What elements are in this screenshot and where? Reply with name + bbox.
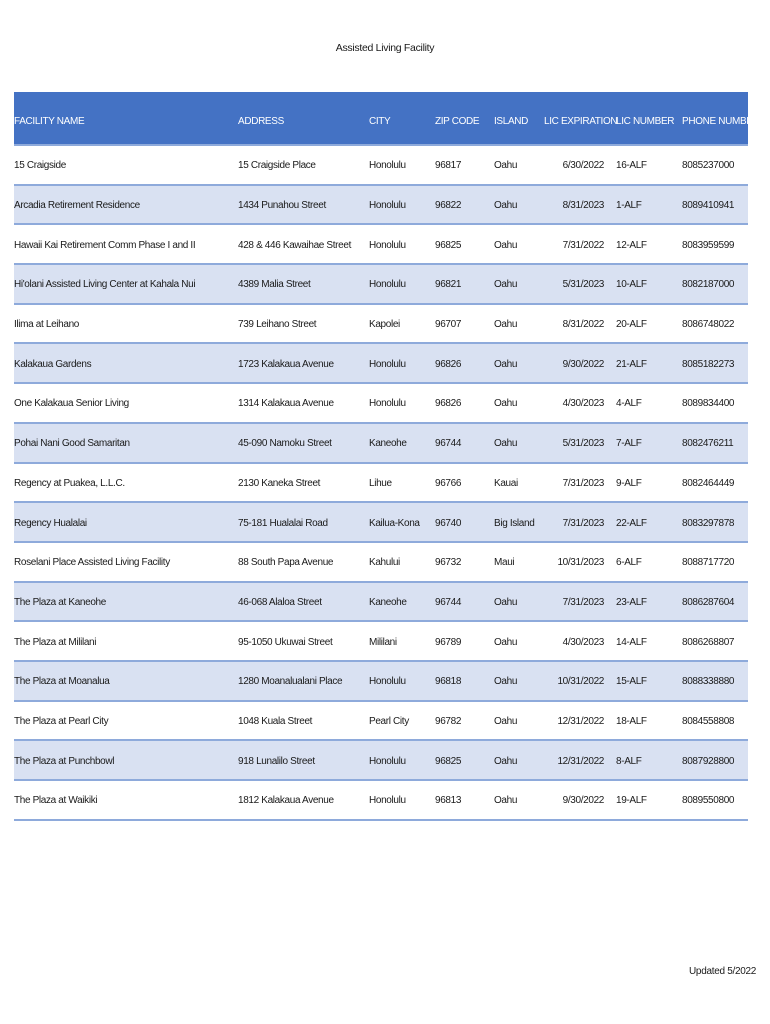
cell-island: Oahu — [494, 200, 518, 212]
table-body — [14, 146, 748, 821]
cell-lic-expiration: 6/30/2022 — [562, 160, 604, 172]
cell-zip-code: 96732 — [435, 557, 462, 569]
cell-address: 75-181 Hualalai Road — [238, 517, 328, 529]
cell-lic-expiration: 9/30/2022 — [562, 795, 604, 807]
cell-lic-number: 21-ALF — [616, 358, 647, 370]
table-row — [14, 543, 748, 583]
cell-lic-number: 9-ALF — [616, 477, 642, 489]
cell-phone-number: 8085182273 — [682, 358, 735, 370]
cell-island: Big Island — [494, 517, 535, 529]
cell-facility-name: The Plaza at Punchbowl — [14, 755, 115, 767]
cell-lic-number: 12-ALF — [616, 239, 647, 251]
cell-lic-expiration: 12/31/2022 — [557, 715, 604, 727]
cell-lic-expiration: 12/31/2022 — [557, 755, 604, 767]
cell-lic-number: 4-ALF — [616, 398, 642, 410]
header-zip-code: ZIP CODE — [435, 115, 480, 127]
cell-lic-number: 1-ALF — [616, 200, 642, 212]
cell-city: Kaneohe — [369, 438, 407, 450]
cell-lic-expiration: 8/31/2022 — [562, 319, 604, 331]
cell-address: 918 Lunalilo Street — [238, 755, 315, 767]
cell-address: 1434 Punahou Street — [238, 200, 326, 212]
table-row — [14, 225, 748, 265]
cell-lic-expiration: 5/31/2023 — [562, 279, 604, 291]
cell-lic-number: 15-ALF — [616, 676, 647, 688]
cell-island: Oahu — [494, 795, 518, 807]
cell-zip-code: 96707 — [435, 319, 462, 331]
cell-lic-expiration: 4/30/2023 — [562, 398, 604, 410]
cell-island: Oahu — [494, 715, 518, 727]
cell-city: Kaneohe — [369, 596, 407, 608]
cell-island: Oahu — [494, 239, 518, 251]
cell-lic-expiration: 7/31/2023 — [562, 477, 604, 489]
cell-zip-code: 96744 — [435, 596, 462, 608]
cell-phone-number: 8086748022 — [682, 319, 735, 331]
cell-address: 45-090 Namoku Street — [238, 438, 332, 450]
cell-address: 1314 Kalakaua Avenue — [238, 398, 334, 410]
cell-island: Oahu — [494, 160, 518, 172]
cell-island: Oahu — [494, 319, 518, 331]
cell-address: 2130 Kaneka Street — [238, 477, 321, 489]
cell-city: Honolulu — [369, 239, 406, 251]
cell-island: Oahu — [494, 596, 518, 608]
cell-zip-code: 96818 — [435, 676, 462, 688]
table-row — [14, 424, 748, 464]
header-city: CITY — [369, 115, 391, 127]
cell-phone-number: 8082187000 — [682, 279, 735, 291]
cell-facility-name: The Plaza at Mililani — [14, 636, 97, 648]
header-address: ADDRESS — [238, 115, 284, 127]
cell-city: Honolulu — [369, 358, 406, 370]
table-row — [14, 583, 748, 623]
table-row — [14, 384, 748, 424]
cell-phone-number: 8084558808 — [682, 715, 735, 727]
cell-lic-expiration: 7/31/2022 — [562, 239, 604, 251]
cell-phone-number: 8089410941 — [682, 200, 735, 212]
table-row — [14, 622, 748, 662]
cell-zip-code: 96822 — [435, 200, 462, 212]
cell-lic-expiration: 5/31/2023 — [562, 438, 604, 450]
table-row — [14, 146, 748, 186]
cell-lic-number: 16-ALF — [616, 160, 647, 172]
cell-lic-number: 14-ALF — [616, 636, 647, 648]
cell-zip-code: 96826 — [435, 358, 462, 370]
cell-address: 88 South Papa Avenue — [238, 557, 334, 569]
cell-lic-number: 19-ALF — [616, 795, 647, 807]
cell-facility-name: Roselani Place Assisted Living Facility — [14, 557, 170, 569]
cell-address: 1048 Kuala Street — [238, 715, 313, 727]
cell-zip-code: 96740 — [435, 517, 462, 529]
table-header-row — [14, 92, 760, 146]
table-row — [14, 305, 748, 345]
cell-city: Pearl City — [369, 715, 409, 727]
cell-lic-expiration: 9/30/2022 — [562, 358, 604, 370]
cell-phone-number: 8087928800 — [682, 755, 735, 767]
table-row — [14, 781, 748, 821]
cell-facility-name: Pohai Nani Good Samaritan — [14, 438, 130, 450]
cell-lic-number: 10-ALF — [616, 279, 647, 291]
cell-zip-code: 96825 — [435, 755, 462, 767]
cell-address: 1723 Kalakaua Avenue — [238, 358, 334, 370]
cell-phone-number: 8088717720 — [682, 557, 735, 569]
cell-facility-name: Hi'olani Assisted Living Center at Kahala Nui — [14, 279, 196, 291]
cell-lic-expiration: 7/31/2023 — [562, 517, 604, 529]
cell-island: Oahu — [494, 438, 518, 450]
header-island: ISLAND — [494, 115, 529, 127]
cell-city: Honolulu — [369, 676, 406, 688]
cell-city: Honolulu — [369, 755, 406, 767]
cell-address: 95-1050 Ukuwai Street — [238, 636, 333, 648]
cell-facility-name: Regency at Puakea, L.L.C. — [14, 477, 125, 489]
cell-phone-number: 8083959599 — [682, 239, 735, 251]
cell-zip-code: 96782 — [435, 715, 462, 727]
cell-phone-number: 8083297878 — [682, 517, 735, 529]
cell-facility-name: One Kalakaua Senior Living — [14, 398, 129, 410]
cell-lic-number: 6-ALF — [616, 557, 642, 569]
cell-phone-number: 8086287604 — [682, 596, 735, 608]
table-row — [14, 265, 748, 305]
cell-phone-number: 8089550800 — [682, 795, 735, 807]
cell-facility-name: Kalakaua Gardens — [14, 358, 92, 370]
facility-table — [14, 92, 760, 821]
table-row — [14, 503, 748, 543]
cell-zip-code: 96817 — [435, 160, 462, 172]
cell-lic-number: 23-ALF — [616, 596, 647, 608]
table-row — [14, 344, 748, 384]
cell-zip-code: 96826 — [435, 398, 462, 410]
cell-island: Oahu — [494, 398, 518, 410]
cell-zip-code: 96789 — [435, 636, 462, 648]
cell-address: 428 & 446 Kawaihae Street — [238, 239, 352, 251]
cell-island: Oahu — [494, 755, 518, 767]
cell-lic-expiration: 10/31/2022 — [557, 676, 604, 688]
cell-facility-name: The Plaza at Kaneohe — [14, 596, 106, 608]
cell-lic-number: 18-ALF — [616, 715, 647, 727]
cell-island: Oahu — [494, 676, 518, 688]
cell-phone-number: 8089834400 — [682, 398, 735, 410]
cell-island: Kauai — [494, 477, 518, 489]
table-row — [14, 702, 748, 742]
cell-facility-name: The Plaza at Moanalua — [14, 676, 110, 688]
cell-lic-number: 8-ALF — [616, 755, 642, 767]
cell-lic-expiration: 8/31/2023 — [562, 200, 604, 212]
cell-zip-code: 96825 — [435, 239, 462, 251]
cell-zip-code: 96744 — [435, 438, 462, 450]
cell-lic-number: 22-ALF — [616, 517, 647, 529]
cell-address: 739 Leihano Street — [238, 319, 317, 331]
cell-island: Oahu — [494, 358, 518, 370]
header-lic-expiration: LIC EXPIRATION — [544, 115, 618, 127]
cell-facility-name: Hawaii Kai Retirement Comm Phase I and II — [14, 239, 196, 251]
cell-facility-name: The Plaza at Pearl City — [14, 715, 109, 727]
cell-city: Kapolei — [369, 319, 400, 331]
header-phone-number: PHONE NUMBER — [682, 115, 760, 127]
table-row — [14, 186, 748, 226]
document-title: Assisted Living Facility — [335, 42, 435, 54]
cell-lic-expiration: 7/31/2023 — [562, 596, 604, 608]
cell-address: 15 Craigside Place — [238, 160, 316, 172]
cell-city: Honolulu — [369, 398, 406, 410]
cell-phone-number: 8082476211 — [682, 438, 734, 450]
cell-phone-number: 8088338880 — [682, 676, 735, 688]
header-facility-name: FACILITY NAME — [14, 115, 85, 127]
table-row — [14, 741, 748, 781]
cell-city: Kahului — [369, 557, 400, 569]
updated-note: Updated 5/2022 — [689, 966, 756, 977]
header-lic-number: LIC NUMBER — [616, 115, 675, 127]
cell-lic-number: 20-ALF — [616, 319, 647, 331]
cell-facility-name: Regency Hualalai — [14, 517, 87, 529]
cell-lic-expiration: 4/30/2023 — [562, 636, 604, 648]
cell-address: 1812 Kalakaua Avenue — [238, 795, 334, 807]
cell-city: Honolulu — [369, 795, 406, 807]
cell-address: 1280 Moanalualani Place — [238, 676, 343, 688]
cell-zip-code: 96766 — [435, 477, 462, 489]
cell-lic-number: 7-ALF — [616, 438, 642, 450]
cell-address: 4389 Malia Street — [238, 279, 311, 291]
cell-facility-name: Arcadia Retirement Residence — [14, 200, 140, 212]
cell-facility-name: 15 Craigside — [14, 160, 66, 172]
cell-facility-name: Ilima at Leihano — [14, 319, 80, 331]
cell-zip-code: 96821 — [435, 279, 462, 291]
cell-phone-number: 8086268807 — [682, 636, 735, 648]
cell-city: Honolulu — [369, 200, 406, 212]
table-row — [14, 464, 748, 504]
cell-city: Lihue — [369, 477, 392, 489]
cell-island: Oahu — [494, 636, 518, 648]
cell-city: Kailua-Kona — [369, 517, 420, 529]
cell-island: Maui — [494, 557, 515, 569]
cell-lic-expiration: 10/31/2023 — [557, 557, 604, 569]
cell-island: Oahu — [494, 279, 518, 291]
cell-zip-code: 96813 — [435, 795, 462, 807]
cell-city: Honolulu — [369, 279, 406, 291]
cell-phone-number: 8082464449 — [682, 477, 735, 489]
cell-city: Honolulu — [369, 160, 406, 172]
cell-facility-name: The Plaza at Waikiki — [14, 795, 98, 807]
cell-city: Mililani — [369, 636, 397, 648]
cell-phone-number: 8085237000 — [682, 160, 735, 172]
cell-address: 46-068 Alaloa Street — [238, 596, 322, 608]
table-row — [14, 662, 748, 702]
